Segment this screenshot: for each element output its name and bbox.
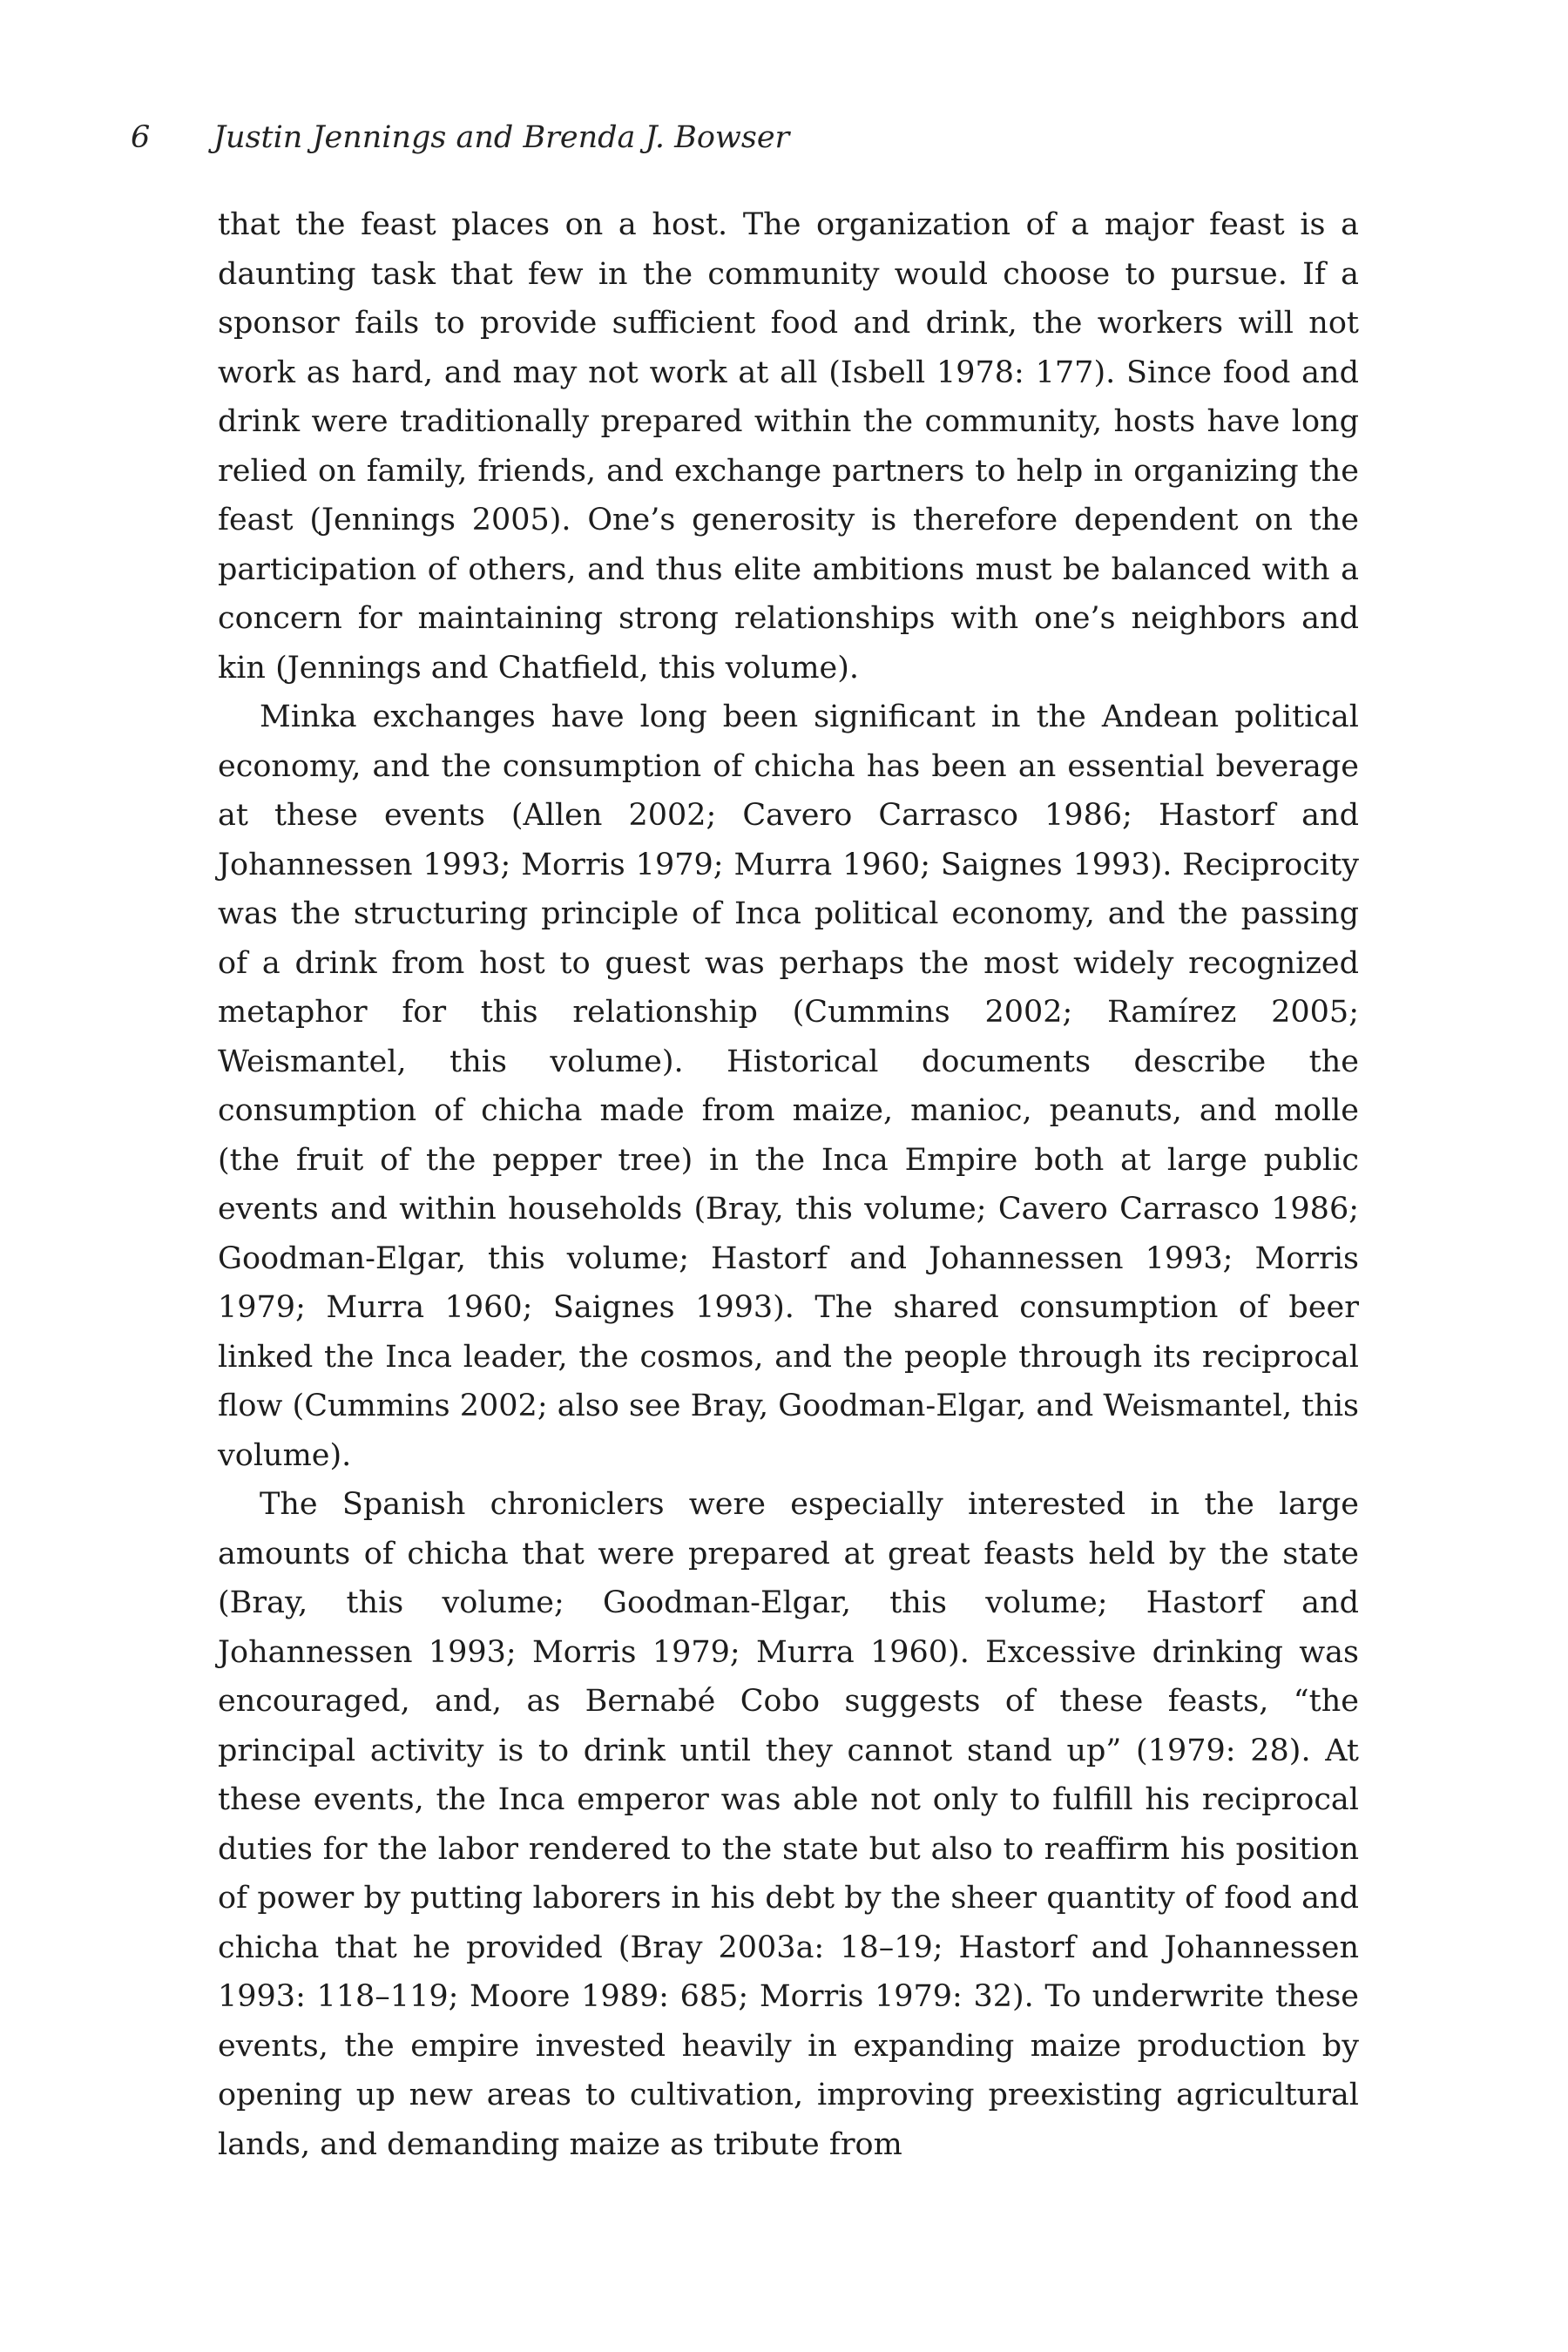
running-head [131, 120, 789, 155]
body-text [218, 200, 1359, 2169]
page-number: 6 [131, 120, 151, 155]
paragraph: Minka exchanges have long been significant in the Andean political economy, and the consumption of chicha has been an essential beverage at these events (Allen 2002; Cavero Carrasco 1986; Hastorf and Johannessen 1993; Morris 1979; Murra 1960; Saignes 1993). Reciprocity was the structuring principle of Inca political economy, and the passing of a drink from host to guest was perhaps the most widely recognized metaphor for this relationship (Cummins 2002; Ramírez 2005; Weismantel, this volume). Historical documents describe the consumption of chicha made from maize, manioc, peanuts, and molle (the fruit of the pepper tree) in the Inca Empire both at large public events and within households (Bray, this volume; Cavero Carrasco 1986; Goodman-Elgar, this volume; Hastorf and Johannessen 1993; Morris 1979; Murra 1960; Saignes 1993). The shared consumption of beer linked the Inca leader, the cosmos, and the people through its reciprocal flow (Cummins 2002; also see Bray, Goodman-Elgar, and Weismantel, this volume). [218, 700, 1359, 1473]
paragraph: The Spanish chroniclers were especially interested in the large amounts of chicha that were prepared at great feasts held by the state (Bray, this volume; Goodman-Elgar, this volume; Hastorf and Johannessen 1993; Morris 1979; Murra 1960). Excessive drinking was encouraged, and, as Bernabé Cobo suggests of these feasts, “the principal activity is to drink until they cannot stand up” (1979: 28). At these events, the Inca emperor was able not only to fulfill his reciprocal duties for the labor rendered to the state but also to reaffirm his position of power by putting laborers in his debt by the sheer quantity of food and chicha that he provided (Bray 2003a: 18–19; Hastorf and Johannessen 1993: 118–119; Moore 1989: 685; Morris 1979: 32). To underwrite these events, the empire invested heavily in expanding maize production by opening up new areas to cultivation, improving preexisting agricultural lands, and demanding maize as tribute from [218, 1487, 1359, 2162]
paragraph: that the feast places on a host. The organization of a major feast is a daunting task that few in the community would choose to pursue. If a sponsor fails to provide sufficient food and drink, the workers will not work as hard, and may not work at all (Isbell 1978: 177). Since food and drink were traditionally prepared within the community, hosts have long relied on family, friends, and exchange partners to help in organizing the feast (Jennings 2005). One’s generosity is therefore dependent on the participation of others, and thus elite ambitions must be balanced with a concern for maintaining strong relationships with one’s neighbors and kin (Jennings and Chatfield, this volume). [218, 207, 1359, 686]
running-title: Justin Jennings and Brenda J. Bowser [213, 120, 790, 155]
